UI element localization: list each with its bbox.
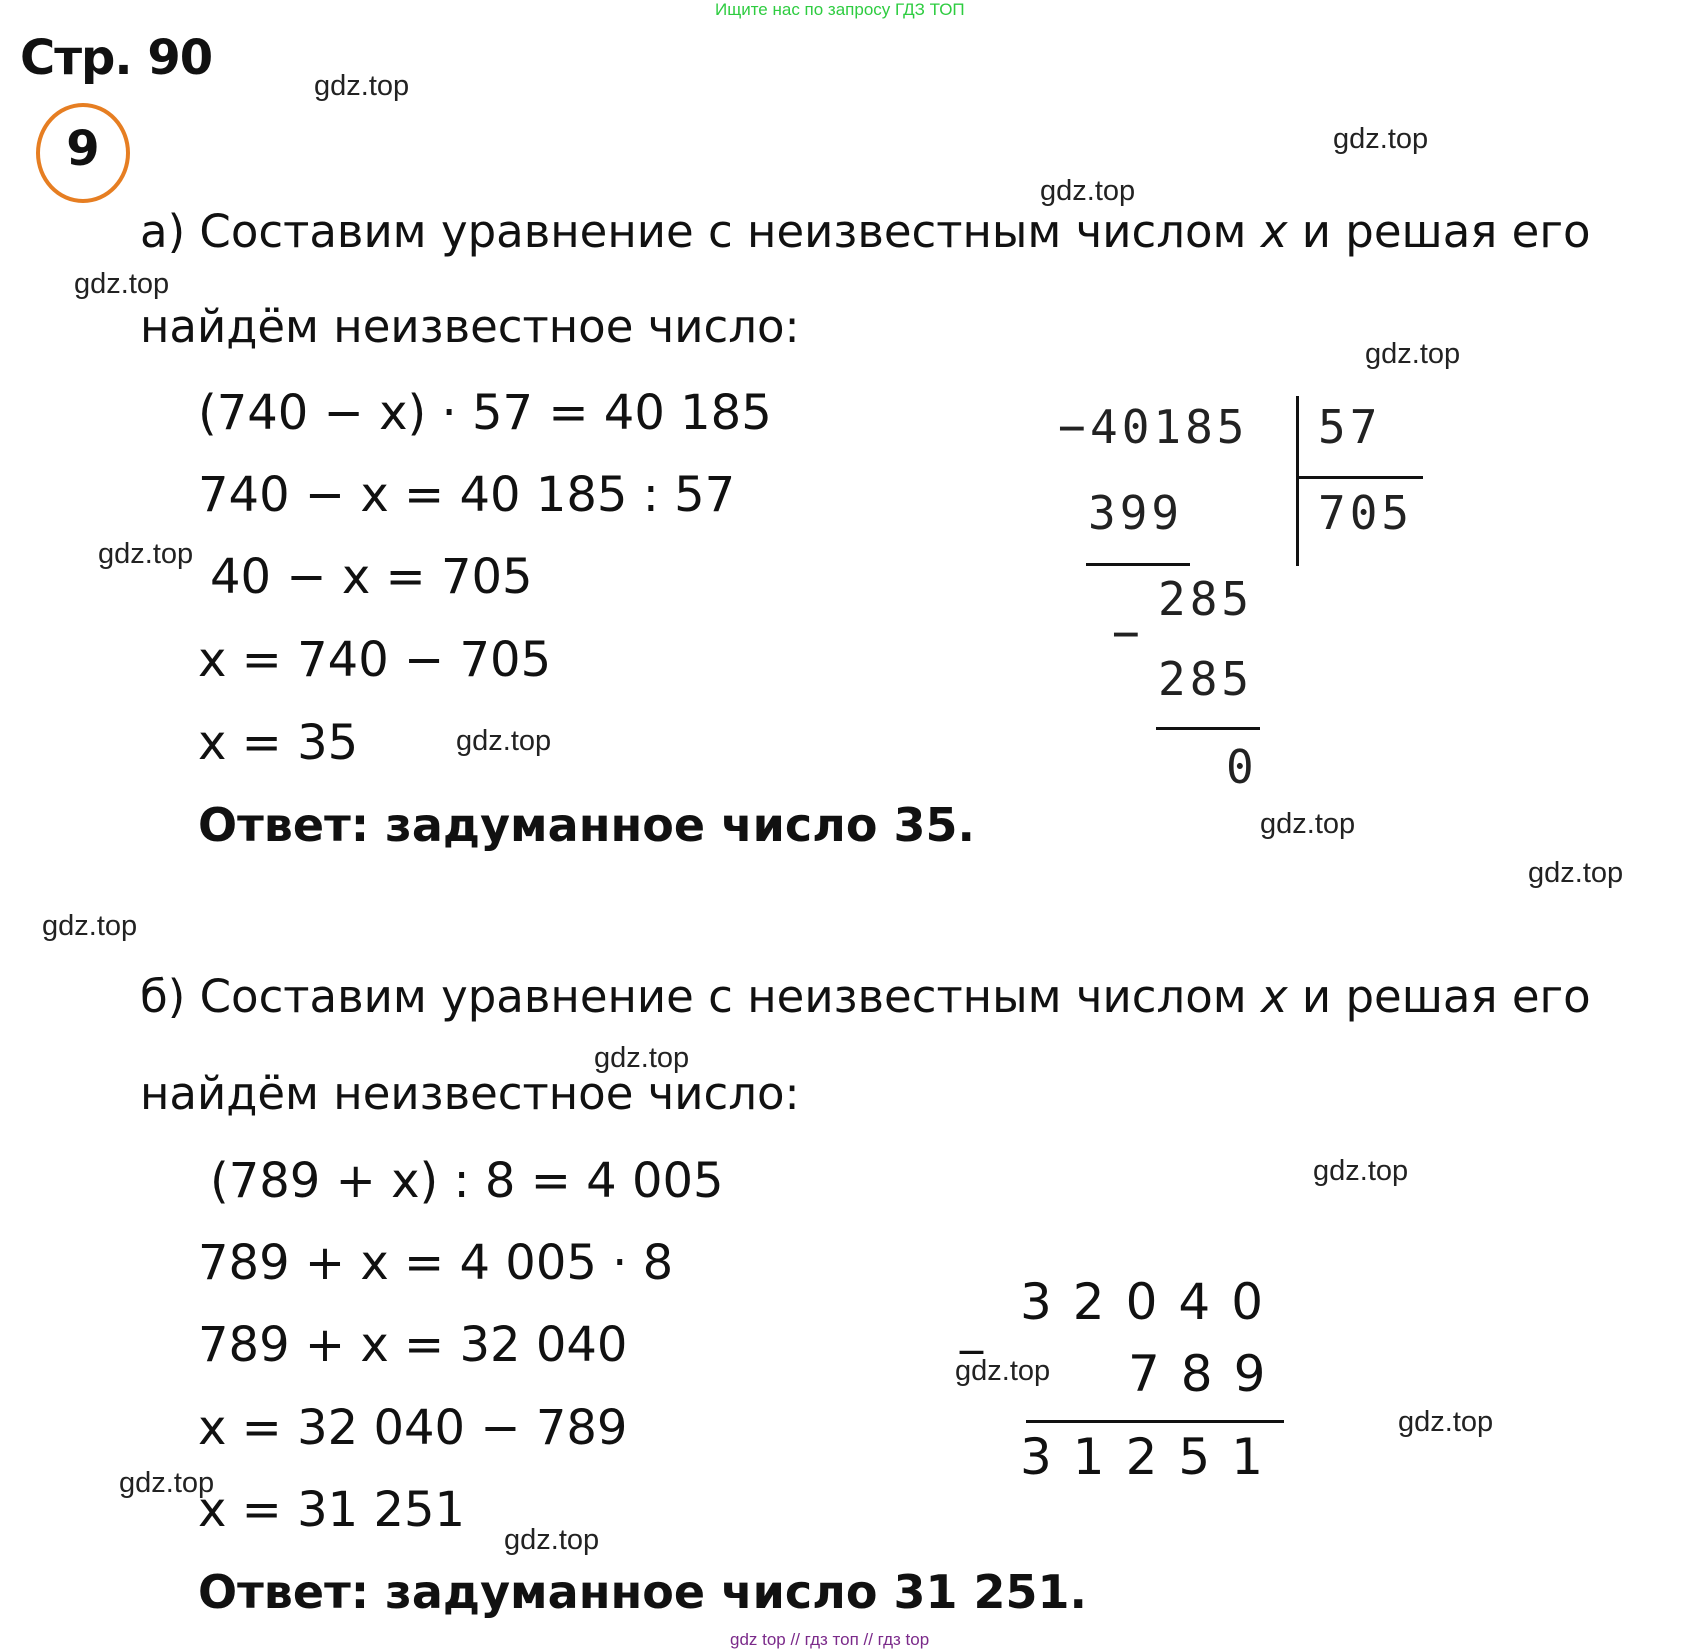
part-b-heading-line2: найдём неизвестное число: — [140, 1067, 800, 1120]
part-a-step-1: (740 − x) · 57 = 40 185 — [198, 385, 772, 441]
part-b-answer: Ответ: задуманное число 31 251. — [198, 1565, 1087, 1619]
division-subtrahend-1: 399 — [1088, 486, 1184, 540]
part-b-heading-pre: б) Составим уравнение с неизвестным числом — [140, 970, 1261, 1023]
part-b-step-3: 789 + x = 32 040 — [198, 1317, 628, 1373]
part-b-step-5: x = 31 251 — [198, 1482, 466, 1538]
watermark: gdz.top — [98, 538, 194, 570]
part-a-answer: Ответ: задуманное число 35. — [198, 798, 975, 852]
division-divisor: 57 — [1318, 400, 1382, 454]
watermark: gdz.top — [1313, 1155, 1409, 1187]
division-vertical-line — [1296, 396, 1299, 566]
task-number-badge — [36, 103, 130, 203]
watermark: gdz.top — [119, 1467, 215, 1499]
watermark: gdz.top — [1260, 808, 1356, 840]
division-subtrahend-2: 285 — [1158, 652, 1254, 706]
page-title: Стр. 90 — [20, 30, 213, 86]
part-a-step-2: 740 − x = 40 185 : 57 — [198, 467, 736, 523]
subtraction-line — [1026, 1420, 1284, 1423]
division-final-remainder: 0 — [1226, 740, 1258, 794]
subtraction-sign: _ — [960, 1300, 1004, 1354]
task-number: 9 — [66, 121, 100, 177]
subtraction-subtrahend: 789 — [1128, 1345, 1287, 1403]
watermark: gdz.top — [1365, 338, 1461, 370]
watermark: gdz.top — [1333, 123, 1429, 155]
part-b-heading — [140, 970, 1591, 1023]
watermark: gdz.top — [1398, 1406, 1494, 1438]
division-line-2 — [1156, 727, 1260, 730]
watermark: gdz.top — [594, 1042, 690, 1074]
footer-links: gdz top // гдз топ // гдз top — [730, 1630, 930, 1649]
part-b-heading-post: и решая его — [1287, 970, 1591, 1023]
part-a-step-4: x = 740 − 705 — [198, 632, 552, 688]
watermark: gdz.top — [456, 725, 552, 757]
division-line-1 — [1086, 563, 1190, 566]
subtraction-minuend: 32040 — [1020, 1273, 1285, 1331]
part-a-heading-post: и решая его — [1287, 205, 1591, 258]
watermark: gdz.top — [1528, 857, 1624, 889]
division-quotient: 705 — [1318, 486, 1414, 540]
division-sign-2: − — [1112, 606, 1144, 660]
part-a-heading-line2: найдём неизвестное число: — [140, 300, 800, 353]
top-banner: Ищите нас по запросу ГДЗ ТОП — [715, 0, 965, 19]
division-remainder-1: 285 — [1158, 572, 1254, 626]
subtraction-result: 31251 — [1020, 1428, 1285, 1486]
part-b-step-4: x = 32 040 − 789 — [198, 1400, 628, 1456]
division-divisor-line — [1297, 476, 1423, 479]
part-a-heading-var: x — [1260, 205, 1288, 258]
division-sign: − — [1058, 400, 1090, 454]
watermark: gdz.top — [1040, 175, 1136, 207]
division-dividend: 40185 — [1090, 400, 1249, 454]
watermark: gdz.top — [504, 1524, 600, 1556]
watermark: gdz.top — [314, 70, 410, 102]
part-b-step-2: 789 + x = 4 005 · 8 — [198, 1235, 674, 1291]
watermark: gdz.top — [42, 910, 138, 942]
part-a-step-3: 40 − x = 705 — [210, 549, 533, 605]
part-a-heading-pre: а) Составим уравнение с неизвестным числом — [140, 205, 1261, 258]
part-b-step-1: (789 + x) : 8 = 4 005 — [210, 1153, 724, 1209]
watermark: gdz.top — [74, 268, 170, 300]
part-a-heading — [140, 205, 1591, 258]
part-a-step-5: x = 35 — [198, 715, 359, 771]
part-b-heading-var: x — [1260, 970, 1288, 1023]
watermark: gdz.top — [955, 1355, 1051, 1387]
